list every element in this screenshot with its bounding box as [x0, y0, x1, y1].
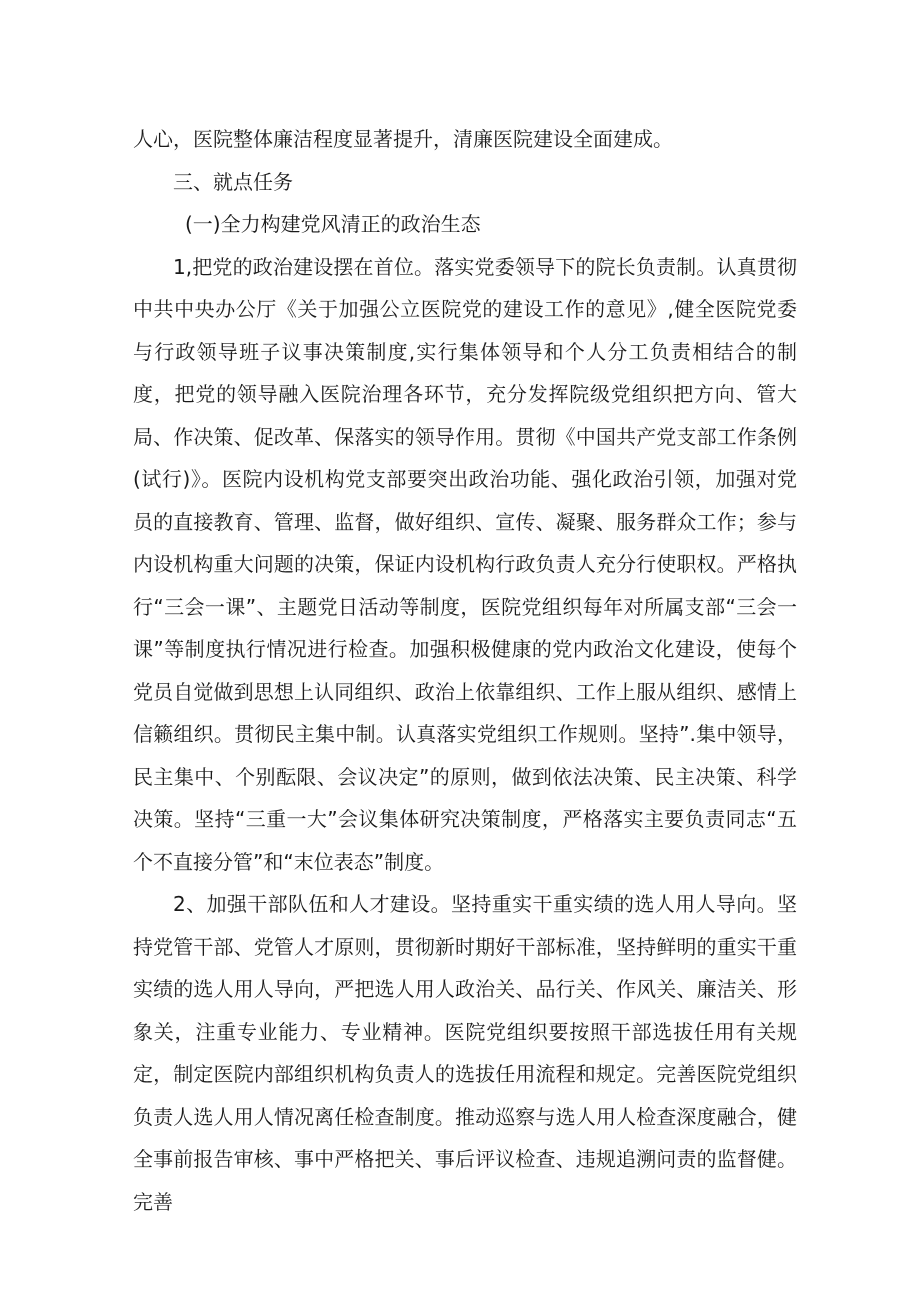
paragraph-continuation: 人心，医院整体廉洁程度显著提升，清廉医院建设全面建成。 [133, 127, 673, 151]
section-heading: 三、就点任务 [173, 169, 293, 194]
paragraph-item-1: 1,把党的政治建设摆在首位。落实党委领导下的院长负责制。认真贯彻中共中央办公厅《关于加强公立医院党的建设工作的意见》,健全医院党委与行政领导班子议事决策制度,实行集体领导和个人分工负责相结合的制度，把党的领导融入医院治理各环节，充分发挥院级党组织把方向、管大局、作决策、促改革、保落实的领导作用。贯彻《中国共产党支部工作条例(试行)》。医院内设机构党支部要突出政治功能、强化政治引领，加强对党员的直接教育、管理、监督，做好组织、宣传、凝聚、服务群众工作；参与内设机构重大问题的决策，保证内设机构行政负责人充分行使职权。严格执行“三会一课”、主题党日活动等制度，医院党组织每年对所属支部“三会一课”等制度执行情况进行检查。加强积极健康的党内政治文化建设，使每个党员自觉做到思想上认同组织、政治上依靠组织、工作上服从组织、感情上信籁组织。贯彻民主集中制。认真落实党组织工作规则。坚持”.集中领导，民主集中、个别酝限、会议决定”的原则，做到依法决策、民主决策、科学决策。坚持“三重一大”会议集体研究决策制度，严格落实主要负责同志“五个不直接分管”和“末位表态”制度。 [133, 254, 797, 874]
paragraph-item-2: 2、加强干部队伍和人才建设。坚持重实干重实绩的选人用人导向。坚持党管干部、党管人才原则，贯彻新时期好干部标准，坚持鲜明的重实干重实绩的选人用人导向，严把选人用人政治关、品行关、作风关、廉洁关、形象关，注重专业能力、专业精神。医院党组织要按照干部选拔任用有关规定，制定医院内部组织机构负责人的选拔任用流程和规定。完善医院党组织负责人选人用人情况离任检查制度。推动巡察与选人用人检查深度融合，健全事前报告审核、事中严格把关、事后评议检查、违规追溯问责的监督健。完善 [133, 892, 797, 1214]
subsection-heading: (一)全力构建党风清正的政治生态 [185, 212, 481, 236]
document-body [133, 118, 797, 1223]
